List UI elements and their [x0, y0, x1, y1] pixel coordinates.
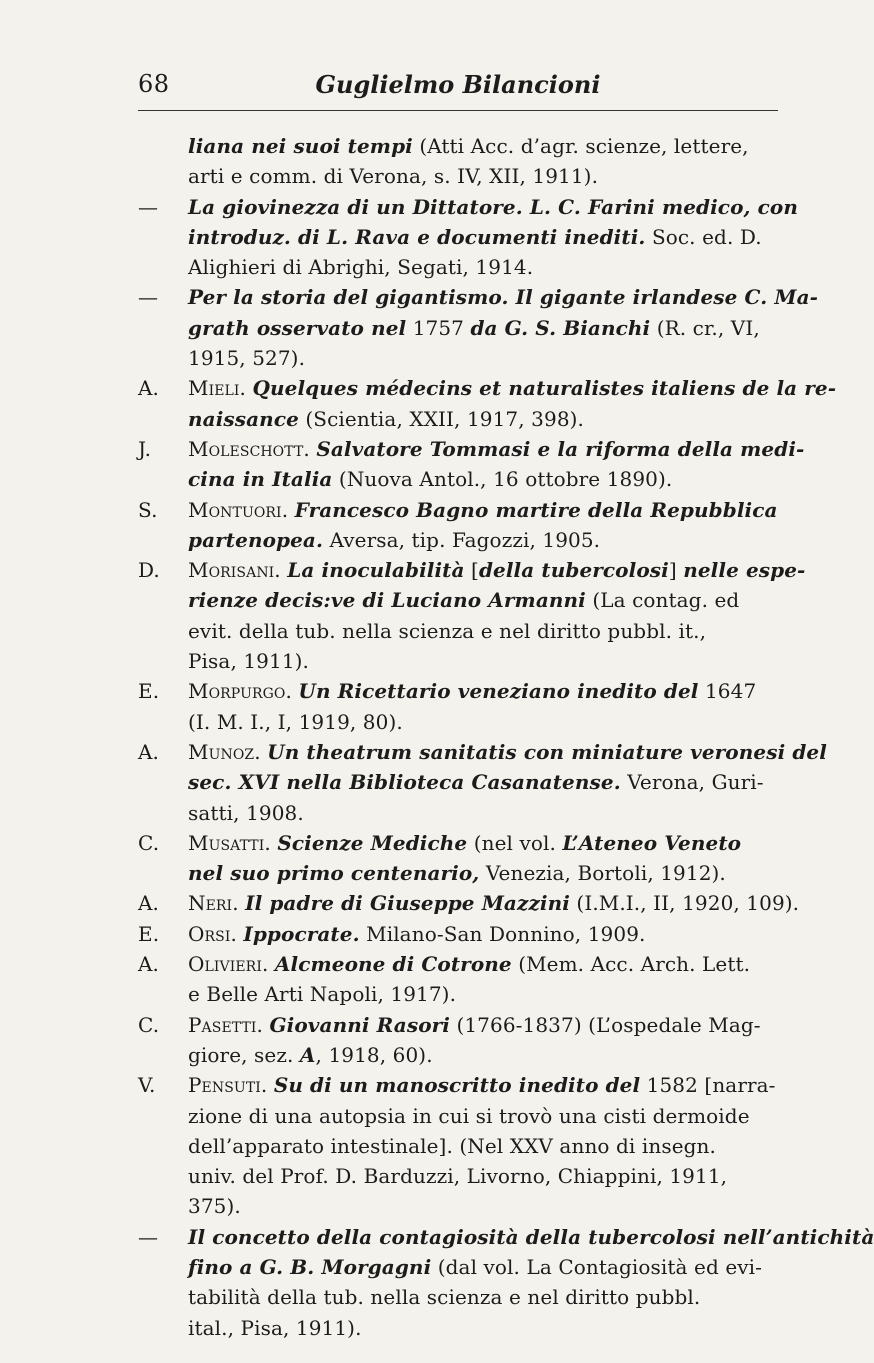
citation-text: Verona, Guri- [620, 770, 764, 795]
entry-line [188, 282, 819, 312]
bibliography-entry [138, 1010, 788, 1071]
italic-title-text: La inoculabilità [287, 558, 465, 583]
italic-title-text: della tubercolosi [478, 558, 669, 583]
citation-text: ital., Pisa, 1911). [188, 1315, 362, 1340]
entry-line [188, 646, 788, 676]
italic-title-text: naissance [188, 406, 299, 431]
page-number: 68 [138, 70, 170, 98]
italic-title-text: Ippocrate. [243, 921, 360, 946]
citation-text: (nel vol. [467, 830, 563, 855]
italic-title-text: introduz. di L. Rava e documenti inediti. [188, 224, 646, 249]
citation-text: (R. cr., VI, [650, 315, 760, 340]
citation-text: zione di una autopsia in cui si trovò una cisti dermoide [188, 1103, 750, 1128]
italic-title-text: rienze decis:ve di Luciano Armanni [188, 588, 586, 613]
italic-title-text: Quelques médecins et naturalistes italiens de la re- [252, 376, 837, 401]
italic-title-text: liana nei suoi tempi [188, 134, 413, 158]
citation-text: (La contag. ed [585, 588, 740, 613]
citation-text: (Mem. Acc. Arch. Lett. [511, 952, 751, 977]
citation-text: dell’apparato intestinale]. (Nel XXV anno di insegn. [188, 1133, 716, 1158]
citation-text: Alighieri di Abrighi, Segati, 1914. [188, 255, 534, 280]
author-name: Montuori. [188, 497, 289, 522]
entry-initial: — [138, 1224, 159, 1249]
italic-title-text: Su di un manoscritto inedito del [273, 1073, 641, 1098]
entry-line [188, 495, 788, 525]
entry-line [188, 828, 788, 858]
bibliography-entry [138, 828, 788, 889]
citation-text: Soc. ed. D. [645, 224, 762, 249]
citation-text: [ [464, 558, 479, 583]
italic-title-text: nel suo primo centenario, [188, 861, 480, 886]
citation-text: (Nuova Antol., 16 ottobre 1890). [332, 467, 673, 492]
bibliography-entry [138, 192, 799, 283]
running-title: Guglielmo Bilancioni [315, 70, 601, 99]
italic-title-text: sec. XVI nella Biblioteca Casanatense. [188, 770, 621, 795]
citation-text: e Belle Arti Napoli, 1917). [188, 982, 457, 1007]
citation-text: 1757 [406, 315, 471, 340]
author-name: Morpurgo. [188, 679, 292, 704]
entry-line [188, 313, 788, 343]
entry-initial: — [138, 285, 159, 310]
bibliography-entry [138, 949, 788, 1010]
entry-line [188, 1191, 788, 1221]
author-name: Pensuti. [188, 1073, 268, 1098]
italic-title-text: La giovinezza di un Dittatore. L. C. Farini medico, con [188, 194, 799, 219]
entry-line [188, 1070, 788, 1100]
author-name: Neri. [188, 891, 239, 916]
page-header [138, 66, 778, 116]
header-rule [138, 110, 778, 111]
entry-line [188, 707, 788, 737]
entry-line [188, 858, 788, 888]
bibliography-entry [138, 676, 788, 737]
italic-title-text: Alcmeone di Cotrone [274, 952, 512, 977]
citation-text: Pisa, 1911). [188, 649, 310, 674]
citation-text: Milano-San Donnino, 1909. [359, 921, 646, 946]
entry-line [188, 767, 788, 797]
italic-title-text: Giovanni Rasori [269, 1012, 450, 1037]
citation-text: satti, 1908. [188, 800, 304, 825]
entry-line [188, 343, 788, 373]
bibliography-entry [138, 373, 837, 434]
entry-line [188, 1040, 788, 1070]
citation-text: Aversa, tip. Fagozzi, 1905. [323, 527, 601, 552]
entry-line [188, 949, 788, 979]
entry-initial: A. [138, 739, 160, 764]
bibliography-entry [138, 888, 800, 918]
italic-title-text: Francesco Bagno martire della Repubblica [294, 497, 778, 522]
author-name: Musatti. [188, 830, 271, 855]
entry-line [188, 404, 788, 434]
author-name: Moleschott. [188, 436, 310, 461]
entry-initial: — [138, 194, 159, 219]
entry-line [188, 1101, 788, 1131]
italic-title-text: fino a G. B. Morgagni [188, 1254, 432, 1279]
italic-title-text: grath osservato nel [188, 315, 407, 340]
citation-text: , 1918, 60). [315, 1042, 433, 1067]
entry-line [188, 434, 805, 464]
citation-text: evit. della tub. nella scienza e nel diritto pubbl. it., [188, 618, 707, 643]
entry-line [188, 798, 788, 828]
citation-text: (I. M. I., I, 1919, 80). [188, 709, 403, 734]
entry-line [188, 919, 788, 949]
italic-title-text: da G. S. Bianchi [470, 315, 651, 340]
entry-line [188, 676, 788, 706]
citation-text: (Scientia, XXII, 1917, 398). [298, 406, 585, 431]
bibliography-entry [138, 919, 788, 949]
entry-line [188, 1161, 788, 1191]
entry-line [188, 1010, 788, 1040]
citation-text: (Atti Acc. d’agr. scienze, lettere, [412, 134, 749, 158]
entry-line [188, 373, 837, 403]
bibliography-list [138, 131, 874, 1343]
entry-line [188, 555, 806, 585]
bibliography-entry [138, 434, 805, 495]
entry-initial: V. [138, 1073, 156, 1098]
entry-line [188, 585, 788, 615]
citation-text: (1766-1837) (L’ospedale Mag- [450, 1012, 761, 1037]
entry-initial: S. [138, 497, 158, 522]
citation-text: 375). [188, 1194, 241, 1219]
entry-initial: E. [138, 921, 160, 946]
bibliography-entry [138, 1070, 788, 1221]
bibliography-entry [138, 555, 806, 676]
italic-title-text: partenopea. [188, 527, 324, 552]
citation-text: univ. del Prof. D. Barduzzi, Livorno, Chiappini, 1911, [188, 1164, 728, 1189]
entry-line [188, 1131, 788, 1161]
bibliography-entry [138, 282, 819, 373]
citation-text: 1582 [narra- [640, 1073, 776, 1098]
entry-initial: A. [138, 891, 160, 916]
citation-text: 1915, 527). [188, 346, 306, 371]
citation-text: tabilità della tub. nella scienza e nel diritto pubbl. [188, 1285, 701, 1310]
entry-initial: E. [138, 679, 160, 704]
bibliography-entry [138, 495, 788, 556]
citation-text: Venezia, Bortoli, 1912). [479, 861, 726, 886]
entry-line [188, 192, 799, 222]
entry-line [188, 525, 788, 555]
italic-title-text: Per la storia del gigantismo. Il gigante irlandese C. Ma- [188, 285, 819, 310]
author-name: Morisani. [188, 558, 281, 583]
entry-line [188, 464, 788, 494]
entry-initial: C. [138, 1012, 160, 1037]
entry-initial: A. [138, 376, 160, 401]
entry-line [188, 737, 827, 767]
bibliography-entry [138, 737, 827, 828]
italic-title-text: Un Ricettario veneziano inedito del [298, 679, 699, 704]
entry-line [188, 616, 788, 646]
author-name: Pasetti. [188, 1012, 264, 1037]
entry-initial: J. [138, 436, 152, 461]
citation-text: ] [668, 558, 684, 583]
italic-title-text: Scienze Mediche [277, 830, 468, 855]
entry-line [188, 1222, 874, 1252]
entry-line [188, 1313, 788, 1343]
entry-line [188, 131, 788, 161]
entry-line [188, 1282, 788, 1312]
entry-initial: A. [138, 952, 160, 977]
author-name: Mieli. [188, 376, 247, 401]
italic-title-text: Un theatrum sanitatis con miniature veronesi del [267, 739, 827, 764]
citation-text: arti e comm. di Verona, s. IV, XII, 1911). [188, 164, 599, 189]
italic-title-text: cina in Italia [188, 467, 333, 492]
author-name: Olivieri. [188, 952, 269, 977]
entry-line [188, 979, 788, 1009]
entry-line [188, 222, 788, 252]
entry-line [188, 888, 800, 918]
citation-text: giore, sez. [188, 1042, 300, 1067]
author-name: Munoz. [188, 739, 261, 764]
italic-title-text: Il padre di Giuseppe Mazzini [245, 891, 570, 916]
italic-title-text: Il concetto della contagiosità della tubercolosi nell’antichità [188, 1224, 874, 1249]
entry-initial: D. [138, 558, 160, 583]
entry-line [188, 1252, 788, 1282]
bibliography-entry [138, 131, 788, 192]
entry-initial: C. [138, 830, 160, 855]
entry-line [188, 161, 788, 191]
author-name: Orsi. [188, 921, 237, 946]
citation-text: (I.M.I., II, 1920, 109). [569, 891, 800, 916]
citation-text: 1647 [698, 679, 757, 704]
italic-title-text: L’Ateneo Veneto [562, 830, 742, 855]
entry-line [188, 252, 788, 282]
italic-title-text: nelle espe- [683, 558, 806, 583]
bibliography-entry [138, 1222, 874, 1343]
italic-title-text: A [299, 1042, 316, 1067]
citation-text: (dal vol. La Contagiosità ed evi- [431, 1254, 763, 1279]
italic-title-text: Salvatore Tommasi e la riforma della medi- [316, 436, 805, 461]
